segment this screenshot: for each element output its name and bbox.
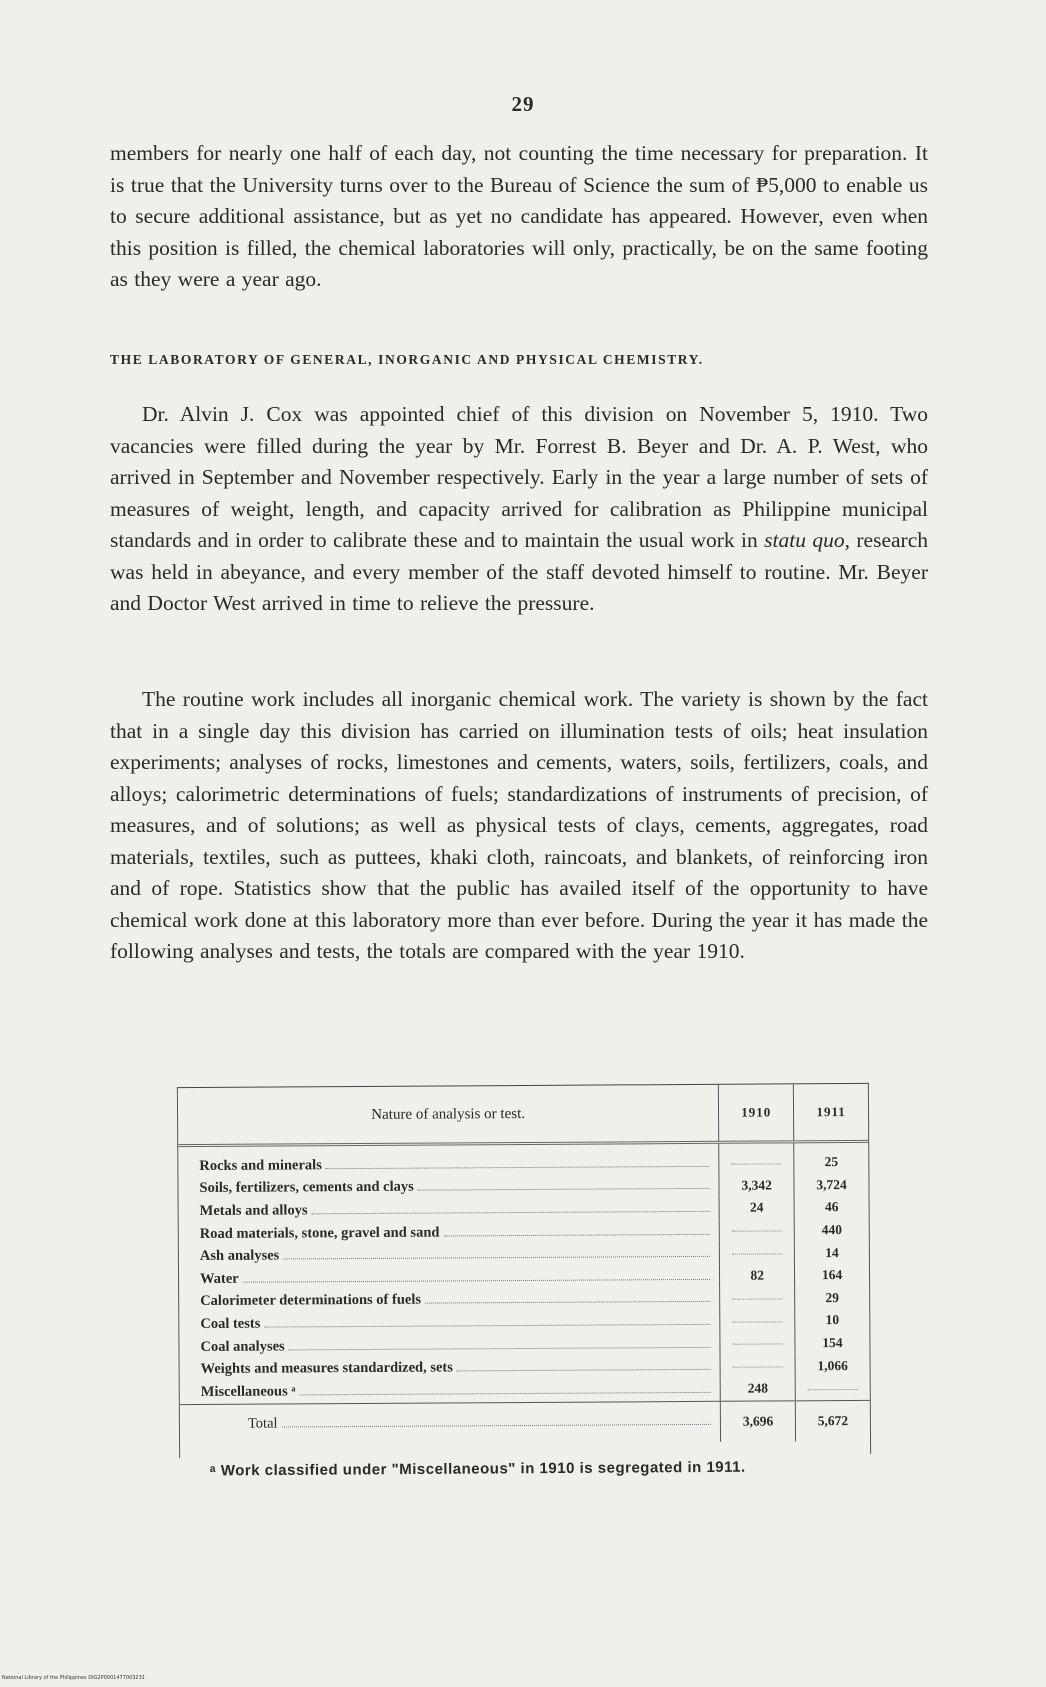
cell-1911: 46 <box>824 1199 839 1215</box>
leader-dots <box>300 1381 711 1396</box>
cell-nature <box>180 1355 721 1381</box>
cell-1911: 440 <box>821 1222 842 1238</box>
row-label <box>179 1335 719 1355</box>
row-label <box>179 1290 719 1310</box>
cell-nature <box>179 1310 720 1336</box>
paragraph-2 <box>110 399 928 620</box>
cell-nature <box>179 1220 720 1246</box>
row-label <box>179 1222 719 1242</box>
cell-nature <box>178 1174 719 1200</box>
cell-1911: 25 <box>824 1154 839 1170</box>
section-heading: THE LABORATORY OF GENERAL, INORGANIC AND PHYSICAL CHEMISTRY. <box>110 352 704 367</box>
cell-1911: 14 <box>825 1244 839 1260</box>
total-row <box>180 1400 870 1445</box>
cell-1910 <box>720 1355 795 1378</box>
cell-1910 <box>720 1242 795 1265</box>
cell-nature <box>180 1378 721 1404</box>
analyses-table <box>177 1083 871 1458</box>
header-nature: Nature of analysis or test. <box>178 1085 719 1146</box>
library-stamp: National Library of the Philippines DIG2P0001477003231 <box>2 1675 145 1681</box>
row-label <box>179 1268 719 1288</box>
cell-total-label <box>180 1401 721 1445</box>
row-label-text: Metals and alloys <box>199 1202 308 1219</box>
row-label-text: Weights and measures standardized, sets <box>200 1359 453 1378</box>
cell-1911: 154 <box>822 1335 843 1351</box>
leader-dots <box>243 1268 711 1283</box>
row-label-text: Rocks and minerals <box>199 1157 322 1174</box>
cell-1910 <box>720 1310 795 1333</box>
leader-dots <box>457 1358 711 1372</box>
paragraph-1: members for nearly one half of each day, not counting the time necessary for preparation. It is true that the University turns over to the Bureau of Science the sum of ₱5,000 to enable us to secure additional assistance, but as yet no candidate has appeared. However, even when this position is filled, the chemical laboratories will only, practically, be on the same footing as they were a year ago. <box>110 141 928 291</box>
cell-1911 <box>795 1377 870 1401</box>
empty-cell-dash <box>732 1254 782 1255</box>
row-label <box>179 1245 719 1265</box>
empty-cell-dash <box>731 1163 781 1164</box>
row-label <box>180 1358 720 1378</box>
footnote: ᵃ Work classified under "Miscellaneous" in 1910 is segregated in 1911. <box>209 1458 746 1480</box>
cell-1910 <box>719 1219 794 1242</box>
row-label <box>179 1200 719 1220</box>
cell-1910: 82 <box>720 1264 795 1287</box>
paragraph-2-text-a: Dr. Alvin J. Cox was appointed chief of this division on November 5, 1910. Two vacancies were filled during the year by Mr. Forrest B. Beyer and Dr. A. P. West, who arrived in September and November respectively. Early in the year a large number of sets of measures of weight, length, and capacity arrived for calibration as Philippine municipal standards and in order to calibrate these and to maintain the usual work in <box>110 402 928 552</box>
leader-dots <box>443 1222 710 1236</box>
row-label-text: Coal analyses <box>200 1338 285 1355</box>
leader-dots <box>289 1335 711 1350</box>
cell-1910: 3,342 <box>719 1174 794 1197</box>
cell-nature <box>178 1142 719 1177</box>
cell-1911: 10 <box>825 1312 840 1328</box>
cell-nature <box>179 1265 720 1291</box>
empty-cell-dash <box>732 1321 782 1322</box>
leader-dots <box>312 1200 710 1214</box>
cell-1910 <box>720 1332 795 1355</box>
cell-1910 <box>719 1142 794 1175</box>
empty-cell-dash <box>733 1344 783 1345</box>
row-label-text: Soils, fertilizers, cements and clays <box>199 1179 414 1197</box>
paragraph-2-italic: statu quo, <box>764 528 850 552</box>
row-label-text: Calorimeter determinations of fuels <box>200 1291 422 1310</box>
cell-total-1911: 5,672 <box>795 1400 870 1441</box>
leader-dots <box>418 1177 710 1191</box>
leader-dots <box>425 1290 710 1304</box>
header-1911: 1911 <box>816 1104 846 1120</box>
row-label <box>179 1313 719 1333</box>
cell-1910: 24 <box>719 1197 794 1220</box>
row-label-text: Coal tests <box>200 1315 261 1332</box>
cell-1911: 164 <box>821 1267 843 1283</box>
page-number: 29 <box>511 92 535 116</box>
cell-nature <box>179 1242 720 1268</box>
table-body <box>178 1141 870 1444</box>
row-label-text: Road materials, stone, gravel and sand <box>199 1224 440 1242</box>
cell-1910 <box>720 1287 795 1310</box>
cell-1911: 3,724 <box>816 1176 847 1193</box>
empty-cell-dash <box>808 1389 858 1390</box>
cell-1910: 248 <box>720 1377 795 1401</box>
empty-cell-dash <box>732 1299 782 1300</box>
row-label-text: Ash analyses <box>199 1247 280 1265</box>
cell-nature <box>179 1287 720 1313</box>
row-label <box>180 1413 720 1433</box>
leader-dots <box>264 1313 710 1328</box>
empty-cell-dash <box>733 1366 783 1367</box>
table-header-row <box>178 1084 868 1146</box>
table-row <box>178 1141 868 1177</box>
cell-total-1910: 3,696 <box>721 1400 796 1441</box>
cell-nature <box>179 1197 720 1223</box>
cell-1911: 29 <box>825 1289 840 1306</box>
paragraph-2-text-b: research was held in abeyance, and every member of the staff devoted himself to routine. Mr. Beyer and Doctor West arrived in time to relieve the pressure. <box>110 528 928 615</box>
row-label-text: Miscellaneous ᵃ <box>200 1383 296 1400</box>
leader-dots <box>326 1155 710 1169</box>
leader-dots <box>281 1413 711 1428</box>
row-label-text: Water <box>199 1270 239 1287</box>
paragraph-3: The routine work includes all inorganic chemical work. The variety is shown by the fact that in a single day this division has carried on illumination tests of oils; heat insulation experiments; analyses of rocks, limestones and cements, waters, soils, fertilizers, coals, and alloys; calorimetric determinations of fuels; standardizations of instruments of precision, of measures, and of solutions; as well as physical tests of clays, cements, aggregates, road materials, textiles, such as puttees, khaki cloth, raincoats, and blankets, of reinforcing iron and of rope. Statistics show that the public has availed itself of the opportunity to have chemical work done at this laboratory more than ever before. During the year it has made the following analyses and tests, the totals are compared with the year 1910. <box>110 687 928 963</box>
cell-1911: 1,066 <box>817 1357 848 1373</box>
header-1910: 1910 <box>719 1084 794 1142</box>
row-label <box>178 1177 718 1197</box>
row-label <box>178 1155 718 1175</box>
leader-dots <box>283 1245 710 1260</box>
cell-nature <box>179 1333 720 1359</box>
row-label <box>180 1381 720 1401</box>
row-label-text: Total <box>247 1415 278 1432</box>
empty-cell-dash <box>732 1231 782 1232</box>
